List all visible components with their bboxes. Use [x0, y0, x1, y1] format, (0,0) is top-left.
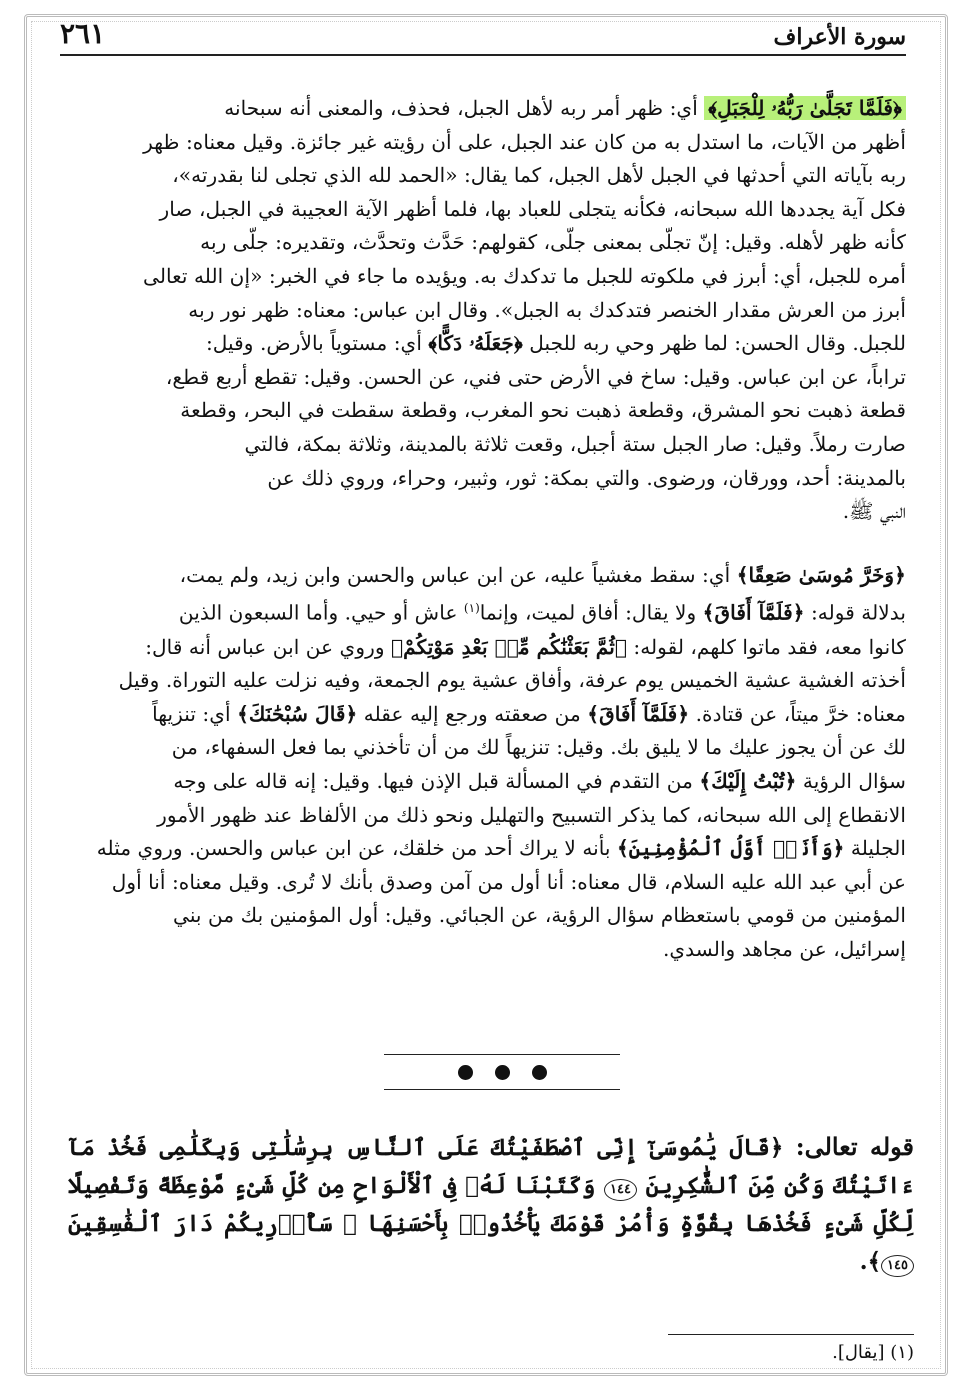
- quran-quote: ﴿جَعَلَهُۥ دَكًّا﴾: [428, 331, 523, 356]
- text-span: عاش أو حيي. وأما السبعون الذين: [178, 601, 464, 626]
- page-number: ٢٦١: [60, 17, 106, 50]
- commentary-paragraph-2: [60, 559, 906, 967]
- quran-quote: ﴿فَلَمَّآ أَفَاقَ﴾: [587, 701, 690, 726]
- text-line: أبرز من العرش مقدار الخنصر فتدكدك به الجبل». وقال ابن عباس: معناه: ظهر نور ربه: [188, 297, 906, 322]
- text-span: بأنه لا يراك أحد من خلقك، عن ابن عباس والحسن. وروي مثله: [96, 836, 617, 861]
- text-span: من صعقته ورجع إليه عقله: [357, 701, 588, 726]
- quran-quote: ﴿وَأَنَا۠ أَوَّلُ ٱلْمُؤْمِنِينَ﴾: [616, 836, 845, 861]
- text-line: أخذته الغشية عشية الخميس يوم عرفة، وأفاق عشية يوم الجمعة، وفيه نزلت عليه التوراة. وقيل: [118, 668, 906, 693]
- text-span: أي: سقط مغشياً عليه، عن ابن عباس والحسن وابن زيد، ولم يمت،: [179, 562, 737, 587]
- text-line: [60, 698, 906, 732]
- sura-title: سورة الأعراف: [773, 24, 906, 50]
- text-line: قطعة ذهبت نحو المشرق، وقطعة ذهبت نحو المغرب، وقطعة سقطت في البحر، وقطعة: [180, 398, 906, 423]
- text-span: وروي عن ابن عباس أنه قال:: [145, 634, 392, 659]
- ayah-number-marker: ١٤٥: [881, 1255, 914, 1277]
- text-span: ولا يقال: أفاق لميت، وإنما: [479, 601, 703, 626]
- verse-text: وَكَتَبْنَا لَهُۥ فِى ٱلْأَلْوَاحِ مِن كُلِّ شَىْءٍ مَّوْعِظَةً وَتَفْصِيلًا لِّكُلِّ شَىْءٍ فَخُذْهَا بِقُوَّةٍ وَأْمُرْ قَوْمَكَ يَأْخُذُوا۟ بِأَحْسَنِهَا ۚ سَأُو۟رِيكُمْ دَارَ ٱلْفَٰسِقِينَ: [68, 1172, 914, 1237]
- text-line: [60, 765, 906, 799]
- verse-lead: قوله تعالى:: [783, 1132, 914, 1161]
- text-line: لك عن أن يجوز عليك ما لا يليق بك. وقيل: تنزيهاً لك من أن تأخذني بما فعل السفهاء، من: [171, 735, 906, 760]
- text-line: صارت رملاً. وقيل: صار الجبل ستة أجبل، وقعت ثلاثة بالمدينة، وثلاثة بمكة، فالتي: [244, 431, 906, 456]
- quran-quote: ﴿فَلَمَّآ أَفَاقَ﴾: [702, 601, 805, 626]
- text-span: بدلالة قوله:: [804, 601, 906, 626]
- text-span: أي: مستوياً بالأرض. وقيل:: [205, 331, 429, 356]
- page-header: [60, 14, 906, 56]
- text-line: [60, 832, 906, 866]
- separator-line: [384, 1054, 620, 1055]
- text-line: بالمدينة: أحد، وورقان، ورضوى. والتي بمكة: ثور، وثبير، وحراء، وروي ذلك عن: [267, 465, 906, 490]
- text-span: للجبل. وقال الحسن: لما ظهر وحي ربه للجبل: [522, 331, 906, 356]
- text-line: المؤمنين من قومي باستعظام سؤال الرؤية، عن الجبائي. وقيل: أول المؤمنين بك من بني: [173, 903, 906, 928]
- quran-quote: ﴿وَخَرَّ مُوسَىٰ صَعِقًا﴾: [736, 562, 906, 587]
- text-span: أي: تنزيهاً: [152, 701, 238, 726]
- text-line: الانقطاع إلى الله سبحانه، كما يذكر التسبيح والتهليل ونحو ذلك من الألفاظ عند ظهور الأمور: [157, 802, 906, 827]
- separator-line: [384, 1089, 620, 1090]
- dot: [495, 1065, 510, 1080]
- text-line: [60, 559, 906, 593]
- page: [60, 14, 906, 967]
- text-line: النبي ﷺ.: [842, 499, 906, 524]
- section-separator: [384, 1054, 620, 1090]
- footnote-ref: (١): [463, 601, 480, 616]
- text-line: أمره للجبل، أي: أبرز في ملكوته للجبل ما تدكدك به. ويؤيده ما جاء في الخبر: «إن الله تعالى: [143, 263, 906, 288]
- text-line: [60, 592, 906, 630]
- text-line: فكل آية يجددها الله سبحانه، فكأنه يتجلى للعباد بها، فلما أظهر الآية العجيبة في الجبل، صار: [159, 196, 906, 221]
- quran-quote: ﴿تُبْتُ إِلَيْكَ﴾: [699, 769, 797, 794]
- text-span: من التقدم في المسألة قبل الإذن فيها. وقيل: إنه قاله على وجه: [173, 769, 700, 794]
- highlighted-quran-quote: ﴿فَلَمَّا تَجَلَّىٰ رَبُّهُۥ لِلْجَبَلِ﴾: [704, 96, 906, 120]
- verse-text: ﴾.: [859, 1248, 882, 1275]
- quran-verse-block: [68, 1128, 914, 1281]
- dot: [532, 1065, 547, 1080]
- commentary-paragraph-1: [60, 92, 906, 529]
- text-span: الجليلة: [844, 836, 906, 861]
- text-line: [60, 92, 906, 126]
- quran-quote: ﴿قَالَ سُبْحَٰنَكَ﴾: [237, 701, 358, 726]
- separator-dots: [384, 1065, 620, 1080]
- quran-quote: ﴿ثُمَّ بَعَثْنَٰكُم مِّنۢ بَعْدِ مَوْتِكُمْ﴾: [391, 634, 627, 659]
- text-line: ربه بآياته التي أحدثها في الجبل لأهل الجبل، كما يقال: «الحمد لله الذي تجلى لنا بقدرته»،: [172, 163, 906, 188]
- footnote: (١) [يقال].: [832, 1342, 914, 1363]
- text-line: عن أبي عبد الله عليه السلام، قال معناه: أنا أول من آمن وصدق بأنك لا تُرى. وقيل معناه: أنا أول: [111, 869, 906, 894]
- text-line: [60, 327, 906, 361]
- text-line: كأنه ظهر لأهله. وقيل: إنّ تجلّى بمعنى جلّى، كقولهم: حَدَّث وتحدَّث، وتقديره: جلّى ربه: [200, 230, 906, 255]
- verse-text: ﴿قَالَ يَٰمُوسَىٰٓ إِنِّى ٱصْطَفَيْتُكَ عَلَى ٱلنَّاسِ بِرِسَٰلَٰتِى وَبِكَلَٰمِى فَخُذْ مَآ ءَاتَيْتُكَ وَكُن مِّنَ ٱلشَّٰكِرِينَ: [68, 1134, 914, 1199]
- text-line: [60, 631, 906, 665]
- footnote-rule: [668, 1334, 914, 1335]
- text-line: تراباً، عن ابن عباس. وقيل: ساخ في الأرض حتى فني، عن الحسن. وقيل: تقطع أربع قطع،: [165, 364, 906, 389]
- text-span: معناه: خرَّ ميتاً، عن قتادة.: [689, 701, 906, 726]
- ayah-number-marker: ١٤٤: [604, 1179, 637, 1201]
- text-span: سؤال الرؤية: [796, 769, 906, 794]
- text-line: أظهر من الآيات، ما استدل به من كان عند الجبل، على أن رؤيته غير جائزة. وقيل معناه: ظهر: [143, 129, 906, 154]
- text-span: كانوا معه، فقد ماتوا كلهم، لقوله:: [626, 634, 906, 659]
- text-line: إسرائيل، عن مجاهد والسدي.: [662, 936, 906, 961]
- dot: [458, 1065, 473, 1080]
- text-span: أي: ظهر أمر ربه لأهل الجبل، فحذف، والمعنى أنه سبحانه: [224, 96, 705, 120]
